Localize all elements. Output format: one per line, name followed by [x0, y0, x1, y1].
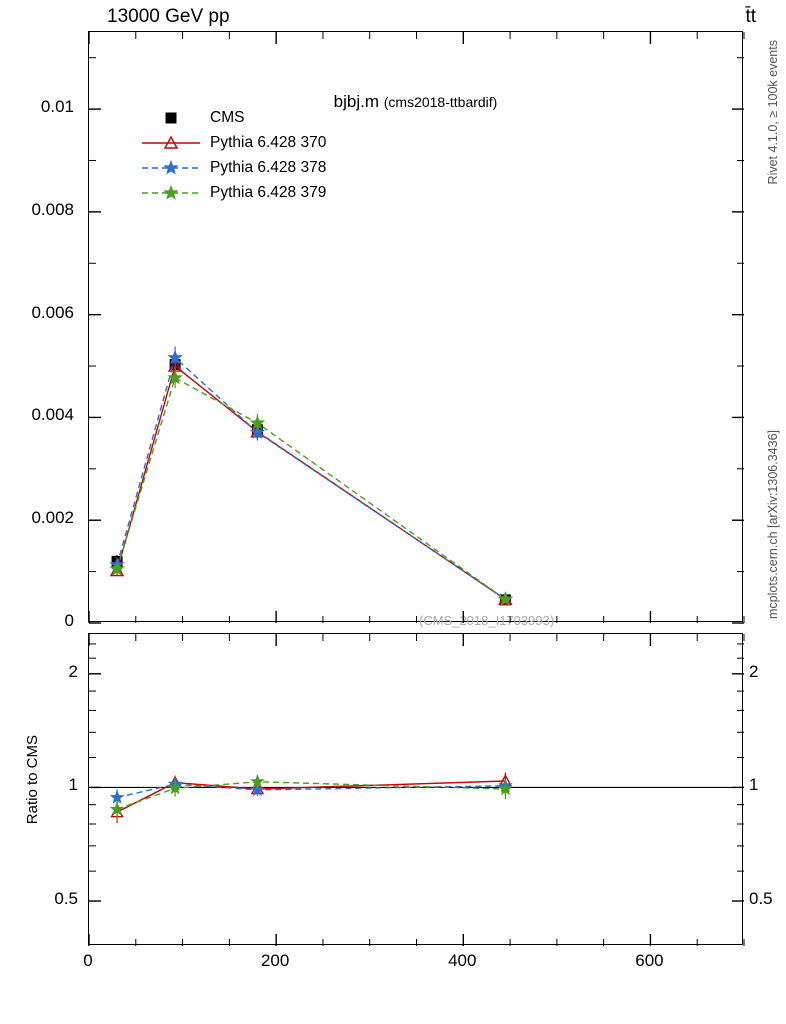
legend-item — [140, 105, 326, 130]
x-tick-label: 400 — [448, 951, 477, 970]
legend — [140, 105, 326, 205]
legend-label: Pythia 6.428 378 — [210, 158, 327, 176]
ratio-y-tick-label: 0.5 — [54, 889, 78, 909]
y-tick-label: 0 — [64, 611, 74, 630]
ratio-y-tick-label-right: 2 — [749, 661, 759, 681]
legend-item — [140, 130, 326, 155]
ratio-axis-label: Ratio to CMS — [24, 735, 41, 825]
ratio-plot-svg — [89, 634, 744, 946]
y-tick-label: 0.01 — [40, 97, 74, 117]
x-tick-label: 200 — [260, 951, 290, 970]
ratio-y-tick-label: 1 — [68, 775, 78, 795]
series-line — [117, 358, 505, 600]
legend-label: Pythia 6.428 370 — [210, 133, 327, 151]
legend-label: CMS — [210, 108, 245, 126]
legend-item — [140, 180, 326, 205]
x-tick-label: 0 — [83, 951, 93, 970]
ratio-y-tick-label: 2 — [68, 661, 78, 681]
y-tick-label: 0.008 — [31, 199, 74, 219]
data-marker — [164, 161, 177, 174]
header-beam-label: 13000 GeV pp — [107, 6, 230, 27]
data-marker — [166, 113, 176, 123]
legend-symbol — [140, 158, 202, 178]
series-line — [117, 378, 505, 600]
legend-symbol — [140, 133, 202, 153]
rivet-version-caption: Rivet 4.1.0, ≥ 100k events — [766, 40, 780, 185]
plot-title-text: bjbj.m — [333, 92, 380, 111]
mcplots-caption: mcplots.cern.ch [arXiv:1306.3436] — [766, 430, 780, 619]
y-tick-label: 0.002 — [31, 508, 74, 528]
legend-label: Pythia 6.428 379 — [210, 183, 327, 201]
ratio-plot-panel — [88, 633, 743, 945]
analysis-watermark: (CMS_2018_I1703993) — [419, 613, 555, 628]
legend-item — [140, 155, 326, 180]
data-marker — [164, 186, 177, 199]
legend-symbol — [140, 108, 202, 128]
header-process-label: t̄t — [745, 6, 756, 27]
y-tick-label: 0.006 — [31, 302, 74, 322]
plot-title-suffix: (cms2018-ttbardif) — [383, 94, 498, 110]
ratio-y-tick-label-right: 1 — [749, 775, 759, 795]
y-tick-label: 0.004 — [31, 405, 74, 425]
ratio-y-tick-label-right: 0.5 — [749, 889, 773, 909]
legend-symbol — [140, 183, 202, 203]
series-line — [117, 366, 505, 599]
x-tick-label: 600 — [635, 951, 664, 970]
